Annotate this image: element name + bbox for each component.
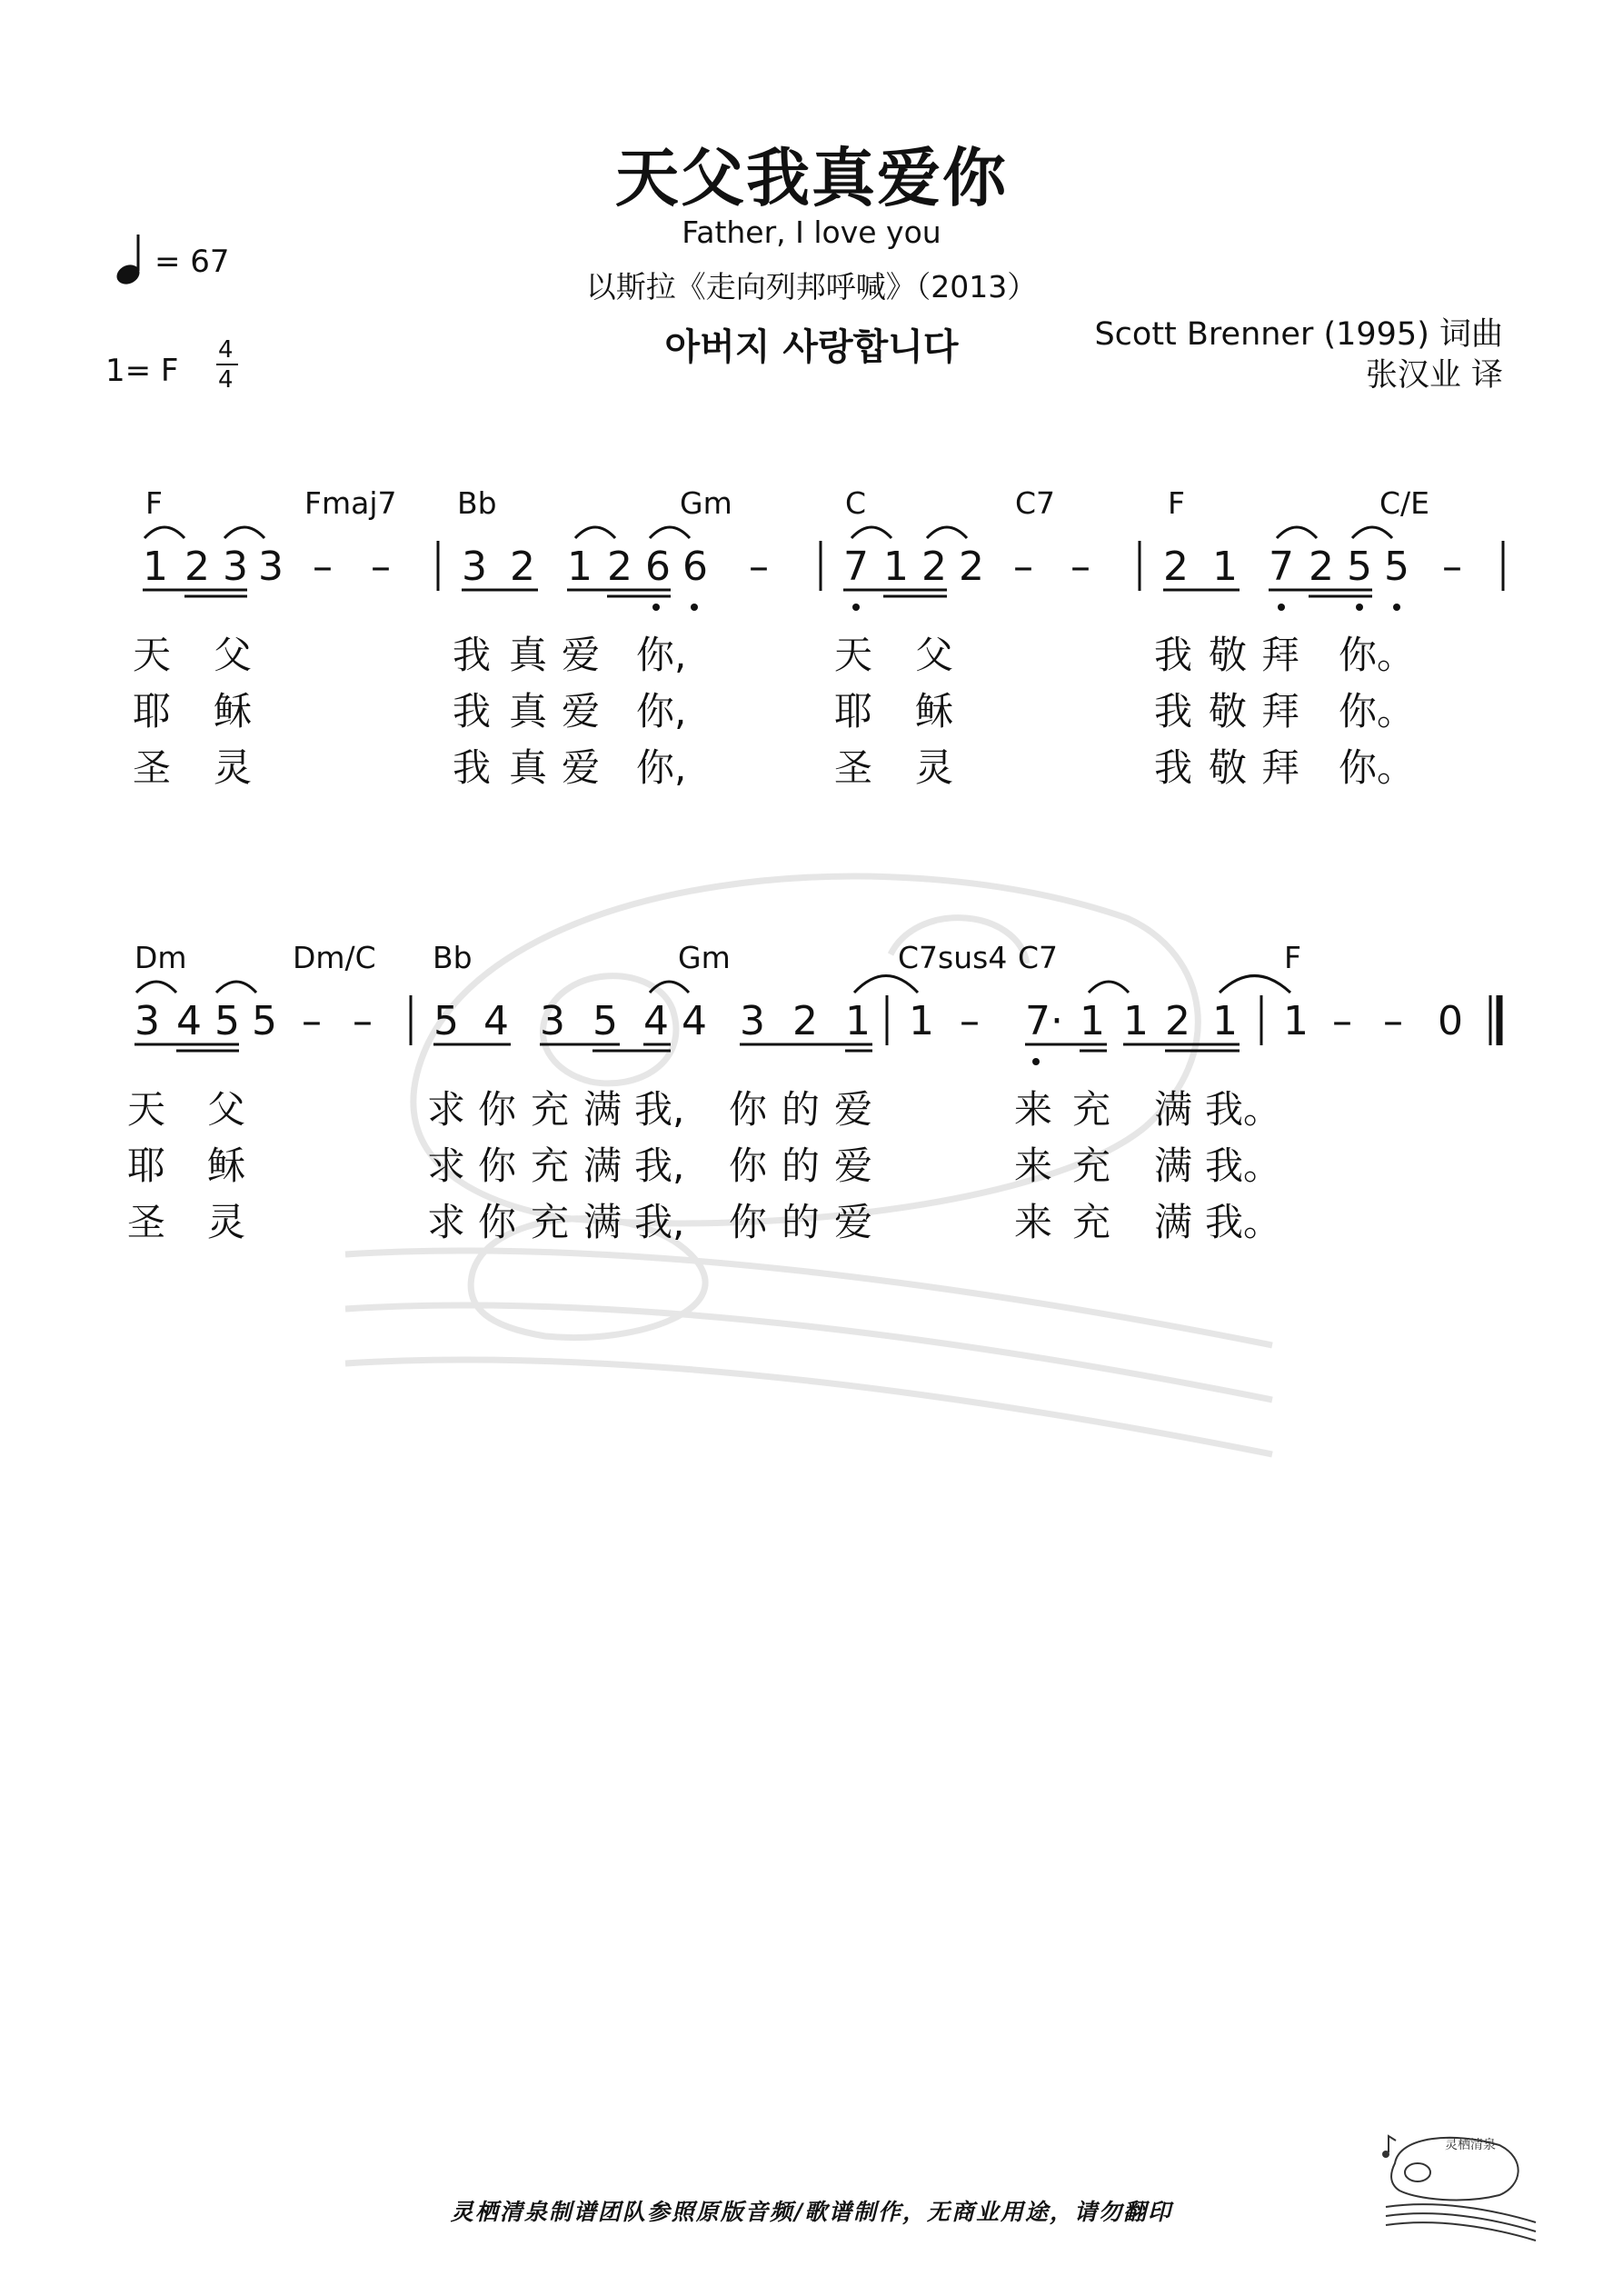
note: 1 (567, 544, 592, 590)
lyric: 灵 (214, 745, 253, 790)
lyric: 我。 (1205, 1200, 1282, 1244)
lyric: 父 (207, 1087, 246, 1132)
note: 2 (792, 998, 818, 1044)
composer-credit: Scott Brenner (1995) 词曲 (1094, 316, 1503, 353)
chord: Bb (457, 485, 497, 521)
lyric: 求 (427, 1200, 466, 1244)
note: 2 (1165, 998, 1190, 1044)
note: 1 (1123, 998, 1149, 1044)
rest-dash: – (749, 544, 769, 590)
lyric: 求 (427, 1087, 466, 1132)
lyric: 父 (915, 633, 954, 677)
lyric: 来 (1014, 1087, 1053, 1132)
lyric: 的 (782, 1200, 821, 1244)
note: 3 (258, 544, 284, 590)
rest-dash: – (960, 998, 980, 1044)
lyric: 耶 (834, 689, 873, 734)
lyric: 满 (583, 1143, 622, 1188)
lyric: 天 (834, 633, 873, 677)
lyric: 真 (509, 689, 548, 734)
lyric: 的 (782, 1087, 821, 1132)
note: 5 (252, 998, 277, 1044)
note: 1 (1212, 544, 1238, 590)
chord: Gm (678, 940, 731, 975)
lyric: 天 (127, 1087, 166, 1132)
tempo-marking: = 67 (154, 244, 230, 280)
lyric: 我 (453, 689, 492, 734)
lyric: 真 (509, 633, 548, 677)
lyric: 你, (636, 633, 687, 677)
lyric: 你 (729, 1200, 768, 1244)
lyric: 爱 (562, 633, 601, 677)
note: 5 (1347, 544, 1372, 590)
note: 5 (214, 998, 240, 1044)
note: 4 (643, 998, 669, 1044)
lyric: 你 (478, 1143, 517, 1188)
note: 3 (740, 998, 765, 1044)
lyric: 我, (634, 1143, 685, 1188)
lyric: 你。 (1339, 745, 1416, 790)
note: 1 (1283, 998, 1309, 1044)
note: 4 (483, 998, 509, 1044)
note: 1 (1080, 998, 1105, 1044)
lyric: 爱 (562, 689, 601, 734)
note: 6 (645, 544, 671, 590)
lyric: 你 (729, 1087, 768, 1132)
note: 2 (1163, 544, 1189, 590)
lyric: 爱 (834, 1200, 873, 1244)
lyric: 充 (1072, 1143, 1111, 1188)
rest-dash: – (1383, 998, 1403, 1044)
lyric: 我 (1154, 633, 1193, 677)
lyric: 你 (729, 1143, 768, 1188)
lyric: 圣 (834, 745, 873, 790)
note: 2 (1309, 544, 1334, 590)
lyric: 拜 (1261, 633, 1300, 677)
note: 4 (176, 998, 202, 1044)
lyric: 真 (509, 745, 548, 790)
lyric: 爱 (562, 745, 601, 790)
rest-dash: – (1332, 998, 1352, 1044)
lyric: 满 (1154, 1087, 1193, 1132)
note: 3 (462, 544, 487, 590)
lyric: 我。 (1205, 1143, 1282, 1188)
key-signature: 1= F (105, 353, 179, 389)
rest-dash: – (353, 998, 373, 1044)
lyric: 满 (1154, 1143, 1193, 1188)
lyric: 我 (1154, 689, 1193, 734)
lyric: 爱 (834, 1087, 873, 1132)
lyric: 我, (634, 1087, 685, 1132)
note: 1 (883, 544, 909, 590)
note: 2 (959, 544, 984, 590)
lyric: 敬 (1209, 689, 1248, 734)
note: 5 (1384, 544, 1409, 590)
lyric: 圣 (127, 1200, 166, 1244)
chord: C7sus4 (898, 940, 1008, 975)
chord: C/E (1379, 485, 1430, 521)
chord: Dm/C (293, 940, 376, 975)
lyric: 稣 (915, 689, 954, 734)
lyric: 灵 (915, 745, 954, 790)
lyric: 你 (478, 1200, 517, 1244)
note: 7 (843, 544, 869, 590)
chord: F (1284, 940, 1301, 975)
english-subtitle: Father, I love you (682, 215, 941, 250)
lyric: 父 (214, 633, 253, 677)
chord: F (1168, 485, 1185, 521)
lyric: 灵 (207, 1200, 246, 1244)
note: 6 (682, 544, 708, 590)
note: 2 (510, 544, 535, 590)
lyric: 充 (531, 1200, 570, 1244)
note: 4 (682, 998, 707, 1044)
lyric: 我 (1154, 745, 1193, 790)
note: 2 (184, 544, 210, 590)
korean-subtitle: 아버지 사랑합니다 (664, 326, 959, 368)
lyric: 你。 (1339, 633, 1416, 677)
lyric: 稣 (207, 1143, 246, 1188)
lyric: 你。 (1339, 689, 1416, 734)
lyric: 耶 (133, 689, 172, 734)
lyric: 充 (531, 1143, 570, 1188)
lyric: 圣 (133, 745, 172, 790)
lyric: 你, (636, 689, 687, 734)
rest-dash: – (1070, 544, 1090, 590)
lyric: 敬 (1209, 745, 1248, 790)
lyric: 满 (1154, 1200, 1193, 1244)
lyric: 求 (427, 1143, 466, 1188)
lyric: 我 (453, 745, 492, 790)
note: 3 (134, 998, 160, 1044)
lyric: 来 (1014, 1200, 1053, 1244)
lyric: 耶 (127, 1143, 166, 1188)
lyric: 敬 (1209, 633, 1248, 677)
lyric: 爱 (834, 1143, 873, 1188)
lyric: 天 (133, 633, 172, 677)
time-signature-bottom: 4 (218, 366, 234, 394)
note: 2 (921, 544, 947, 590)
lyric: 满 (583, 1200, 622, 1244)
lyric: 你, (636, 745, 687, 790)
note: 7 (1269, 544, 1294, 590)
note: 3 (540, 998, 565, 1044)
lyric: 充 (1072, 1200, 1111, 1244)
time-signature-top: 4 (218, 336, 234, 364)
note: 7 (1025, 998, 1050, 1044)
chord: C7 (1018, 940, 1059, 975)
chord: C (845, 485, 867, 521)
lyric: 我 (453, 633, 492, 677)
lyric: 我, (634, 1200, 685, 1244)
song-title: 天父我真爱你 (615, 141, 1008, 215)
lyric: 充 (1072, 1087, 1111, 1132)
chord: Fmaj7 (304, 485, 397, 521)
chord: Dm (134, 940, 187, 975)
source-album: 以斯拉《走向列邦呼喊》（2013） (585, 269, 1038, 304)
lyric: 拜 (1261, 689, 1300, 734)
lyric: 我。 (1205, 1087, 1282, 1132)
footer-credit: 灵栖清泉制谱团队参照原版音频/歌谱制作，无商业用途，请勿翻印 (450, 2199, 1173, 2225)
note: 0 (1438, 998, 1463, 1044)
lyric: 拜 (1261, 745, 1300, 790)
note: 5 (592, 998, 618, 1044)
note: 1 (909, 998, 934, 1044)
rest-dash: – (313, 544, 333, 590)
dot: · (1050, 998, 1063, 1044)
chord: F (145, 485, 163, 521)
chord: Bb (433, 940, 473, 975)
rest-dash: – (1442, 544, 1462, 590)
lyric: 你 (478, 1087, 517, 1132)
lyric: 来 (1014, 1143, 1053, 1188)
logo-text: 灵栖清泉 (1445, 2138, 1496, 2152)
note: 1 (845, 998, 871, 1044)
lyric: 稣 (214, 689, 253, 734)
note: 3 (223, 544, 248, 590)
note: 5 (433, 998, 459, 1044)
rest-dash: – (1013, 544, 1033, 590)
rest-dash: – (302, 998, 322, 1044)
lyric: 满 (583, 1087, 622, 1132)
rest-dash: – (371, 544, 391, 590)
note: 1 (143, 544, 168, 590)
note: 2 (607, 544, 632, 590)
note: 1 (1212, 998, 1238, 1044)
translator-credit: 张汉业 译 (1365, 357, 1503, 394)
lyric: 充 (531, 1087, 570, 1132)
lyric: 的 (782, 1143, 821, 1188)
chord: C7 (1015, 485, 1056, 521)
chord: Gm (680, 485, 732, 521)
